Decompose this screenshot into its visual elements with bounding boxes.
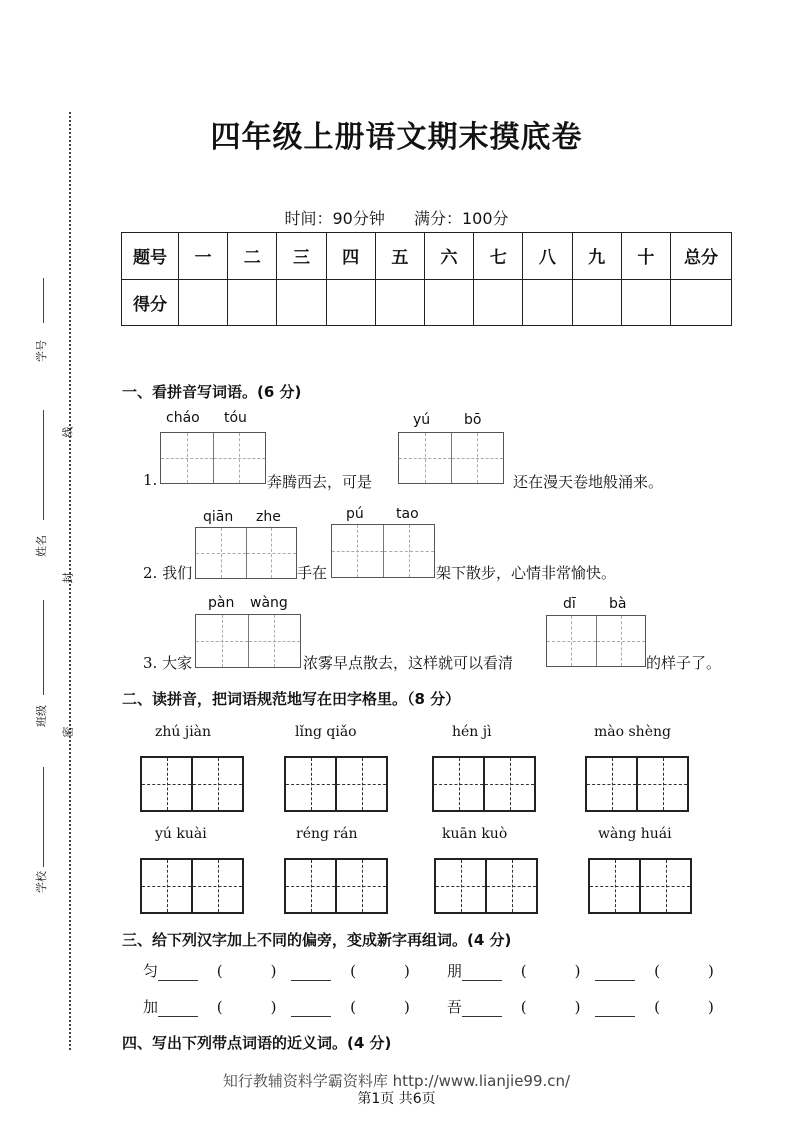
school-label: 学校 — [35, 871, 48, 893]
score-cell[interactable] — [375, 279, 424, 326]
sentence-text: 2. 我们 — [143, 564, 193, 582]
paren: ) — [574, 962, 581, 980]
secret-mark: 密 — [61, 726, 75, 738]
section-1-heading: 一、看拼音写词语。(6 分) — [122, 383, 302, 401]
sentence-text: 浓雾早点散去，这样就可以看清 — [303, 654, 514, 672]
score-cell[interactable] — [621, 279, 670, 326]
pinyin: hén jì — [452, 724, 492, 740]
paren: ( — [654, 962, 660, 980]
paren: ( — [350, 962, 356, 980]
pinyin: zhú jiàn — [155, 724, 212, 740]
student-id-label: 学号 — [35, 340, 48, 362]
answer-blank[interactable] — [291, 966, 331, 981]
table-cell: 五 — [375, 233, 424, 280]
section-3-heading: 三、给下列汉字加上不同的偏旁，变成新字再组词。(4 分) — [122, 931, 512, 949]
tianzige-grid[interactable] — [434, 858, 538, 914]
base-char: 吾 — [447, 998, 463, 1016]
pinyin: tóu — [224, 410, 247, 426]
pinyin: qiān — [203, 509, 234, 525]
answer-grid[interactable] — [195, 614, 301, 668]
paren: ( — [350, 998, 356, 1016]
radical-row — [143, 996, 410, 1017]
pinyin: mào shèng — [594, 724, 671, 740]
answer-blank[interactable] — [158, 966, 198, 981]
pinyin: pú — [346, 506, 364, 522]
pinyin: lǐng qiǎo — [295, 724, 357, 740]
table-row — [122, 233, 732, 280]
score-cell[interactable] — [179, 279, 228, 326]
school-line — [43, 767, 45, 867]
base-char: 匀 — [143, 962, 159, 980]
student-id-line — [43, 278, 45, 323]
table-cell: 七 — [474, 233, 523, 280]
paren: ) — [707, 998, 714, 1016]
pinyin: kuān kuò — [442, 826, 508, 842]
table-cell: 六 — [424, 233, 473, 280]
pinyin: yú kuài — [155, 826, 207, 842]
section-4-heading: 四、写出下列带点词语的近义词。(4 分) — [122, 1034, 392, 1052]
score-cell[interactable] — [474, 279, 523, 326]
page-title: 四年级上册语文期末摸底卷 — [210, 120, 583, 155]
pinyin: wàng huái — [598, 826, 672, 842]
sentence-text: 3. 大家 — [143, 654, 193, 672]
source-footer: 知行教辅资料学霸资料库 http://www.lianjie99.cn/ — [222, 1072, 571, 1090]
table-cell: 三 — [277, 233, 326, 280]
pinyin: réng rán — [296, 826, 358, 842]
answer-grid[interactable] — [398, 432, 504, 484]
tianzige-grid[interactable] — [140, 858, 244, 914]
answer-blank[interactable] — [158, 1002, 198, 1017]
answer-blank[interactable] — [462, 966, 502, 981]
table-cell: 一 — [179, 233, 228, 280]
table-cell: 十 — [621, 233, 670, 280]
score-cell[interactable] — [572, 279, 621, 326]
line-mark: 线 — [61, 426, 75, 438]
table-cell: 八 — [523, 233, 572, 280]
answer-blank[interactable] — [595, 966, 635, 981]
pinyin: bà — [609, 596, 627, 612]
tianzige-grid[interactable] — [585, 756, 689, 812]
pinyin: yú — [413, 412, 431, 428]
tianzige-grid[interactable] — [432, 756, 536, 812]
tianzige-grid[interactable] — [284, 756, 388, 812]
pinyin: dī — [563, 596, 576, 612]
radical-row — [447, 996, 714, 1017]
pinyin: tao — [396, 506, 419, 522]
table-cell: 总分 — [671, 233, 732, 280]
score-cell[interactable] — [671, 279, 732, 326]
score-cell[interactable] — [424, 279, 473, 326]
tianzige-grid[interactable] — [140, 756, 244, 812]
answer-blank[interactable] — [595, 1002, 635, 1017]
paren: ) — [707, 962, 714, 980]
answer-grid[interactable] — [160, 432, 266, 484]
pinyin: zhe — [256, 509, 281, 525]
paren: ) — [270, 998, 277, 1016]
paren: ) — [403, 962, 410, 980]
answer-grid[interactable] — [546, 615, 646, 667]
time-limit: 时间：90分钟 — [284, 209, 385, 228]
pinyin: bō — [464, 412, 482, 428]
question-number: 1. — [143, 471, 158, 489]
tianzige-grid[interactable] — [588, 858, 692, 914]
name-line — [43, 410, 45, 520]
table-row — [122, 279, 732, 326]
sentence-text: 手在 — [297, 564, 328, 582]
section-2-heading: 二、读拼音，把词语规范地写在田字格里。（8 分） — [122, 690, 461, 708]
paren: ( — [216, 998, 223, 1016]
sentence-text: 架下散步，心情非常愉快。 — [436, 564, 617, 582]
tianzige-grid[interactable] — [284, 858, 388, 914]
pinyin: cháo — [166, 410, 200, 426]
answer-blank[interactable] — [291, 1002, 331, 1017]
score-cell[interactable] — [277, 279, 326, 326]
radical-row — [143, 960, 410, 981]
table-cell: 二 — [228, 233, 277, 280]
score-cell[interactable] — [523, 279, 572, 326]
page-number: 第1页 共6页 — [357, 1091, 436, 1107]
answer-grid[interactable] — [195, 527, 297, 579]
score-cell[interactable] — [228, 279, 277, 326]
sentence-text: 的样子了。 — [646, 654, 722, 672]
table-cell: 四 — [326, 233, 375, 280]
radical-row — [447, 960, 714, 981]
paren: ( — [654, 998, 660, 1016]
answer-blank[interactable] — [462, 1002, 502, 1017]
paren: ( — [520, 998, 527, 1016]
base-char: 加 — [143, 998, 159, 1016]
paren: ) — [270, 962, 277, 980]
table-cell: 九 — [572, 233, 621, 280]
base-char: 朋 — [447, 962, 463, 980]
paren: ( — [216, 962, 223, 980]
score-table — [121, 232, 732, 326]
paren: ) — [403, 998, 410, 1016]
sentence-text: 奔腾西去，可是 — [267, 473, 373, 491]
table-cell: 题号 — [122, 233, 179, 280]
score-cell[interactable] — [326, 279, 375, 326]
seal-mark: 封 — [61, 572, 75, 584]
name-label: 姓名 — [35, 535, 48, 557]
full-score: 满分：100分 — [413, 209, 509, 228]
class-label: 班级 — [35, 705, 48, 727]
pinyin: pàn — [208, 595, 235, 611]
sentence-text: 还在漫天卷地般涌来。 — [513, 473, 664, 491]
table-cell: 得分 — [122, 279, 179, 326]
paren: ) — [574, 998, 581, 1016]
pinyin: wàng — [250, 595, 288, 611]
exam-info — [0, 206, 793, 229]
class-line — [43, 600, 45, 695]
answer-grid[interactable] — [331, 524, 435, 578]
paren: ( — [520, 962, 527, 980]
